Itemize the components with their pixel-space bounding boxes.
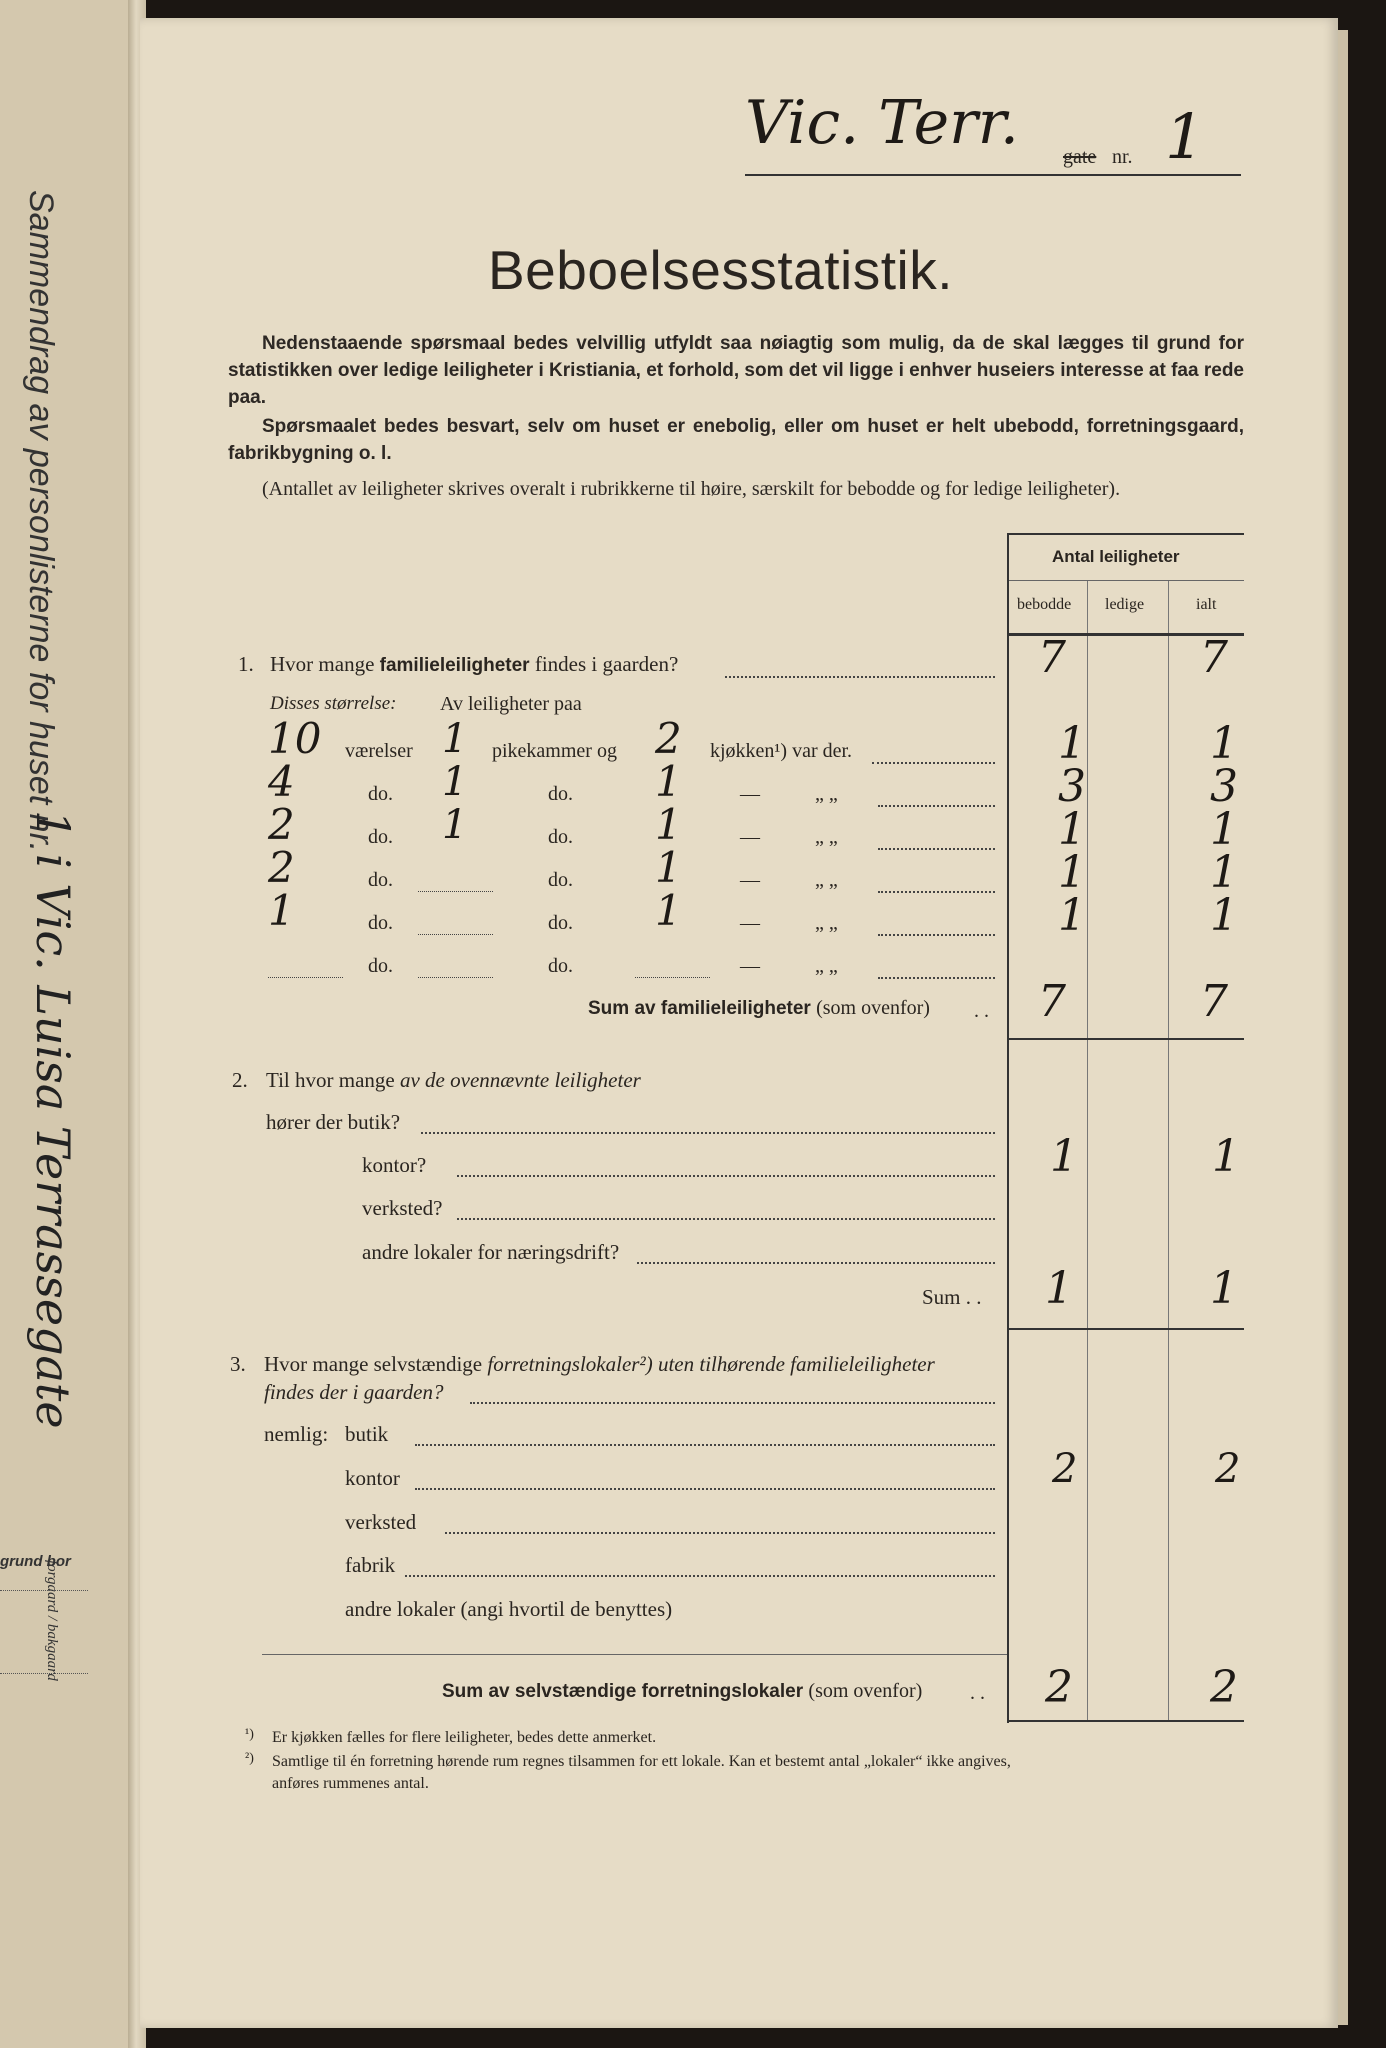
size-bebodde: 3 (1058, 761, 1086, 812)
form-page (140, 18, 1338, 2028)
q1-ialt: 7 (1200, 632, 1228, 683)
leader-dots (415, 1444, 995, 1446)
nr-label: nr. (1112, 146, 1133, 168)
q1-text: Hvor mange familieleiligheter findes i gaarden? (270, 652, 679, 676)
size-label: do. (368, 912, 393, 934)
intro-paragraph-1: Nedenstaaende spørsmaal bedes velvillig utfyldt saa nøiagtig som mulig, da de skal lægges til grund for statistikken over ledige leiligheter i Kristiania, et forhold, som det vil ligge i enhver huseiers interesse at faa rede paa. (228, 333, 1244, 408)
leader-dots (872, 762, 995, 764)
size-label: do. (548, 826, 573, 848)
blank-line (418, 891, 493, 892)
q3-text: Hvor mange selvstændige forretningslokaler²) uten tilhørende familieleiligheter (264, 1352, 935, 1376)
vertical-title: Sammendrag av personlisterne for huset nr. (22, 190, 60, 853)
divider (0, 1673, 88, 1674)
q1-sum-label: Sum av familieleiligheter (som ovenfor) (588, 997, 930, 1019)
leader-dots (445, 1532, 995, 1534)
ditto-dash: — (740, 783, 760, 805)
grund-label: grund bor (0, 1553, 71, 1570)
size-maid: 1 (442, 802, 468, 848)
size-label: do. (368, 783, 393, 805)
sum-rule-1 (1009, 1038, 1244, 1040)
size-ialt: 1 (1210, 804, 1238, 855)
q3-item-label: fabrik (345, 1553, 396, 1577)
size-bebodde: 1 (1058, 718, 1086, 769)
q1-sum-ialt: 7 (1200, 976, 1228, 1027)
vertical-handwritten: 1 i Vic. Luisa Terrassegate (26, 810, 80, 1429)
address-underline (745, 174, 1241, 176)
footnote-1: Er kjøkken fælles for flere leiligheter, bedes dette anmerket. (272, 1729, 657, 1746)
ditto-dash: — (740, 955, 760, 977)
footnote-1-mark: ¹) (245, 1727, 254, 1742)
q3-item-label: butik (345, 1422, 389, 1446)
size-rooms: 2 (268, 800, 295, 849)
size-rooms: 10 (268, 714, 322, 763)
q3-sum-ialt: 2 (1210, 1662, 1238, 1713)
size-label: do. (368, 826, 393, 848)
table-title: Antal leiligheter (1052, 547, 1180, 566)
size-ialt: 1 (1210, 847, 1238, 898)
ditto-dash: — (740, 869, 760, 891)
q3-sum-label: Sum av selvstændige forretningslokaler (som ovenfor) (442, 1680, 923, 1702)
q2-text: Til hvor mange av de ovennævnte leiligheter (266, 1068, 641, 1092)
leader-dots (637, 1262, 995, 1264)
ditto-marks: „ „ (815, 955, 838, 977)
ditto-dash: — (740, 912, 760, 934)
size-rooms: 4 (268, 757, 295, 806)
q1-sum-bebodde: 7 (1038, 976, 1066, 1027)
q2-number: 2. (232, 1068, 248, 1092)
q3-nemlig: nemlig: (264, 1422, 329, 1446)
divider (262, 1654, 1007, 1655)
left-page (0, 0, 140, 2048)
street-handwritten: Vic. Terr. (745, 88, 1019, 158)
leader-dots (878, 977, 995, 979)
leader-dots: . . (970, 1682, 985, 1704)
nr-handwritten: 1 (1165, 100, 1205, 173)
sum-rule-3 (1009, 1720, 1244, 1722)
sizes-sub: Av leiligheter paa (440, 693, 582, 715)
ditto-dash: — (740, 826, 760, 848)
footnote-2a: Samtlige til én forretning hørende rum regnes tilsammen for ett lokale. Kan et bestemt antal „lokaler“ ikke angives, (272, 1753, 1011, 1770)
sizes-label: Disses størrelse: (270, 693, 397, 714)
blank-line (635, 977, 710, 978)
leader-dots (878, 891, 995, 893)
intro-paragraph-3: (Antallet av leiligheter skrives overalt i rubrikkerne til høire, særskilt for bebodde og for ledige leiligheter). (262, 478, 1121, 500)
size-kitchen: 1 (655, 800, 682, 849)
tag-forgaard: forgaard / bakgaard (44, 1560, 60, 1681)
blank-line (418, 934, 493, 935)
col-ledige: ledige (1105, 596, 1145, 613)
q2-item-label: andre lokaler for næringsdrift? (362, 1240, 620, 1264)
q2-sum-label: Sum . . (922, 1285, 982, 1309)
size-label: do. (368, 869, 393, 891)
column-rule (1168, 580, 1169, 1720)
size-label: pikekammer og (492, 740, 617, 762)
q2-ialt: 1 (1212, 1131, 1240, 1182)
size-kitchen: 1 (655, 757, 682, 806)
size-maid: 1 (442, 759, 468, 805)
q2-sum-ialt: 1 (1210, 1263, 1238, 1314)
col-ialt: ialt (1196, 596, 1217, 613)
size-ialt: 1 (1210, 718, 1238, 769)
size-label: kjøkken¹) var der. (710, 740, 853, 762)
col-bebodde: bebodde (1017, 596, 1072, 613)
size-kitchen: 1 (655, 843, 682, 892)
ditto-marks: „ „ (815, 783, 838, 805)
size-label: do. (548, 783, 573, 805)
size-ialt: 3 (1210, 761, 1238, 812)
size-bebodde: 1 (1058, 847, 1086, 898)
leader-dots (878, 934, 995, 936)
size-label: værelser (345, 740, 413, 762)
q3-number: 3. (230, 1352, 246, 1376)
size-maid: 1 (442, 716, 468, 762)
leader-dots (878, 805, 995, 807)
ditto-marks: „ „ (815, 826, 838, 848)
q2-item-label: hører der butik? (266, 1110, 401, 1134)
ditto-marks: „ „ (815, 869, 838, 891)
q1-number: 1. (238, 652, 254, 676)
leader-dots (878, 848, 995, 850)
q3-bebodde: 2 (1052, 1446, 1078, 1492)
q3-item-label: andre lokaler (angi hvortil de benyttes) (345, 1597, 673, 1621)
leader-dots (725, 676, 995, 678)
q3-item-label: verksted (345, 1510, 417, 1534)
footnote-2-mark: ²) (245, 1751, 254, 1766)
table-left-rule (1007, 533, 1009, 1723)
leader-dots (457, 1175, 995, 1177)
leader-dots (405, 1575, 995, 1577)
ditto-marks: „ „ (815, 912, 838, 934)
blank-line (418, 977, 493, 978)
header-rule (1009, 580, 1244, 581)
size-label: do. (548, 912, 573, 934)
size-label: do. (548, 869, 573, 891)
size-bebodde: 1 (1058, 804, 1086, 855)
size-bebodde: 1 (1058, 890, 1086, 941)
q1-bebodde: 7 (1038, 632, 1066, 683)
size-label: do. (548, 955, 573, 977)
q3-item-label: kontor (345, 1466, 400, 1490)
divider (0, 1590, 88, 1591)
table-top-rule (1007, 533, 1244, 535)
q3-text-line2: findes der i gaarden? (264, 1380, 444, 1404)
size-label: do. (368, 955, 393, 977)
gate-label: gate (1063, 146, 1097, 168)
size-kitchen: 1 (655, 886, 682, 935)
q2-bebodde: 1 (1050, 1131, 1078, 1182)
leader-dots (421, 1132, 995, 1134)
leader-dots (457, 1218, 995, 1220)
q2-item-label: verksted? (362, 1196, 443, 1220)
column-rule (1087, 580, 1088, 1720)
leader-dots: . . (974, 1000, 989, 1022)
size-rooms: 2 (268, 843, 295, 892)
intro-paragraph-2: Spørsmaalet bedes besvart, selv om huset er enebolig, eller om huset er helt ubebodd, forretningsgaard, fabrikbygning o. l. (228, 416, 1244, 464)
blank-line (268, 977, 343, 978)
footnote-2b: anføres rummenes antal. (272, 1775, 429, 1792)
leader-dots (470, 1402, 995, 1404)
q2-sum-bebodde: 1 (1045, 1263, 1073, 1314)
page-edge (1338, 30, 1348, 2025)
q2-item-label: kontor? (362, 1153, 427, 1177)
leader-dots (415, 1488, 995, 1490)
sum-rule-2 (1009, 1328, 1244, 1330)
size-kitchen: 2 (655, 714, 682, 763)
size-rooms: 1 (268, 886, 295, 935)
q3-sum-bebodde: 2 (1045, 1662, 1073, 1713)
page-title: Beboelsesstatistik. (488, 239, 953, 301)
q3-ialt: 2 (1215, 1446, 1241, 1492)
size-ialt: 1 (1210, 890, 1238, 941)
